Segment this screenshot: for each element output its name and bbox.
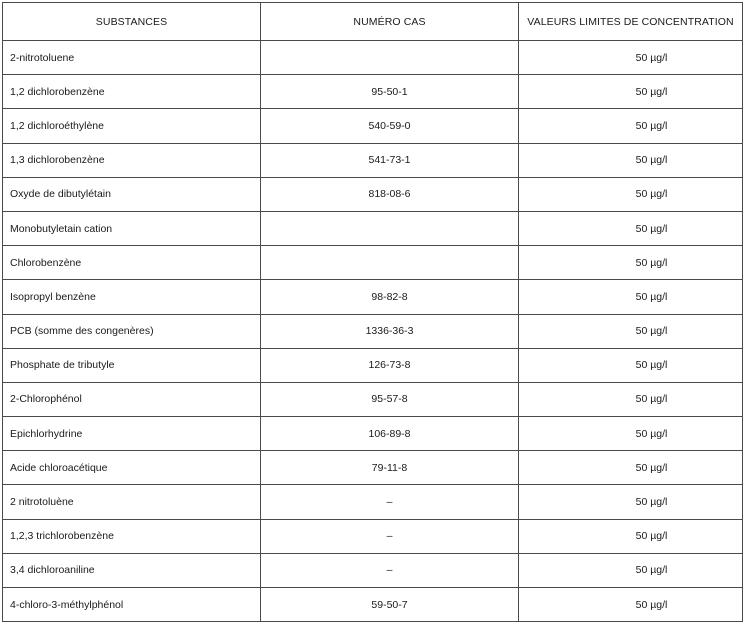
substance-cell: 3,4 dichloroaniline	[3, 553, 261, 587]
cas-number-cell: 59-50-7	[261, 588, 519, 622]
table-row	[3, 280, 743, 314]
substance-cell: 2 nitrotoluène	[3, 485, 261, 519]
concentration-limit-cell: 50 µg/l	[519, 75, 743, 109]
header-substances: SUBSTANCES	[3, 3, 261, 41]
table-row	[3, 519, 743, 553]
substance-cell: PCB (somme des congenères)	[3, 314, 261, 348]
cas-number-cell: 126-73-8	[261, 348, 519, 382]
cas-number-cell: –	[261, 553, 519, 587]
header-concentration-limits: VALEURS LIMITES DE CONCENTRATION	[519, 3, 743, 41]
cas-number-cell: 1336-36-3	[261, 314, 519, 348]
table-row	[3, 143, 743, 177]
cas-number-cell: 540-59-0	[261, 109, 519, 143]
concentration-limit-cell: 50 µg/l	[519, 143, 743, 177]
table-row	[3, 41, 743, 75]
table-row	[3, 485, 743, 519]
substance-cell: 1,2 dichloroéthylène	[3, 109, 261, 143]
cas-number-cell: –	[261, 519, 519, 553]
table-row	[3, 211, 743, 245]
concentration-limit-cell: 50 µg/l	[519, 485, 743, 519]
concentration-limit-cell: 50 µg/l	[519, 314, 743, 348]
substance-cell: 2-nitrotoluene	[3, 41, 261, 75]
substance-cell: 1,3 dichlorobenzène	[3, 143, 261, 177]
table-row	[3, 246, 743, 280]
concentration-limit-cell: 50 µg/l	[519, 109, 743, 143]
cas-number-cell: 95-57-8	[261, 382, 519, 416]
concentration-limit-cell: 50 µg/l	[519, 519, 743, 553]
cas-number-cell: 818-08-6	[261, 177, 519, 211]
table-row	[3, 75, 743, 109]
concentration-limit-cell: 50 µg/l	[519, 246, 743, 280]
cas-number-cell: 541-73-1	[261, 143, 519, 177]
cas-number-cell: 98-82-8	[261, 280, 519, 314]
substance-cell: 1,2 dichlorobenzène	[3, 75, 261, 109]
cas-number-cell: 106-89-8	[261, 417, 519, 451]
substance-cell: Oxyde de dibutylétain	[3, 177, 261, 211]
substances-table-container	[2, 2, 742, 622]
cas-number-cell	[261, 246, 519, 280]
concentration-limit-cell: 50 µg/l	[519, 41, 743, 75]
table-row	[3, 553, 743, 587]
concentration-limit-cell: 50 µg/l	[519, 451, 743, 485]
header-cas-number: NUMÉRO CAS	[261, 3, 519, 41]
substance-cell: Epichlorhydrine	[3, 417, 261, 451]
cas-number-cell: 79-11-8	[261, 451, 519, 485]
table-row	[3, 588, 743, 622]
table-row	[3, 451, 743, 485]
table-body	[3, 41, 743, 622]
concentration-limit-cell: 50 µg/l	[519, 553, 743, 587]
table-row	[3, 417, 743, 451]
concentration-limit-cell: 50 µg/l	[519, 417, 743, 451]
table-row	[3, 109, 743, 143]
substance-cell: Isopropyl benzène	[3, 280, 261, 314]
substance-cell: Acide chloroacétique	[3, 451, 261, 485]
substance-cell: Phosphate de tributyle	[3, 348, 261, 382]
concentration-limit-cell: 50 µg/l	[519, 211, 743, 245]
concentration-limit-cell: 50 µg/l	[519, 177, 743, 211]
concentration-limit-cell: 50 µg/l	[519, 280, 743, 314]
table-row	[3, 348, 743, 382]
substance-cell: 1,2,3 trichlorobenzène	[3, 519, 261, 553]
concentration-limit-cell: 50 µg/l	[519, 588, 743, 622]
concentration-limit-cell: 50 µg/l	[519, 348, 743, 382]
substance-cell: 2-Chlorophénol	[3, 382, 261, 416]
substance-cell: 4-chloro-3-méthylphénol	[3, 588, 261, 622]
cas-number-cell: 95-50-1	[261, 75, 519, 109]
table-row	[3, 382, 743, 416]
concentration-limit-cell: 50 µg/l	[519, 382, 743, 416]
cas-number-cell	[261, 211, 519, 245]
table-header-row	[3, 3, 743, 41]
substance-cell: Monobutyletain cation	[3, 211, 261, 245]
table-row	[3, 314, 743, 348]
cas-number-cell	[261, 41, 519, 75]
substances-table	[2, 2, 743, 622]
table-row	[3, 177, 743, 211]
cas-number-cell: –	[261, 485, 519, 519]
substance-cell: Chlorobenzène	[3, 246, 261, 280]
